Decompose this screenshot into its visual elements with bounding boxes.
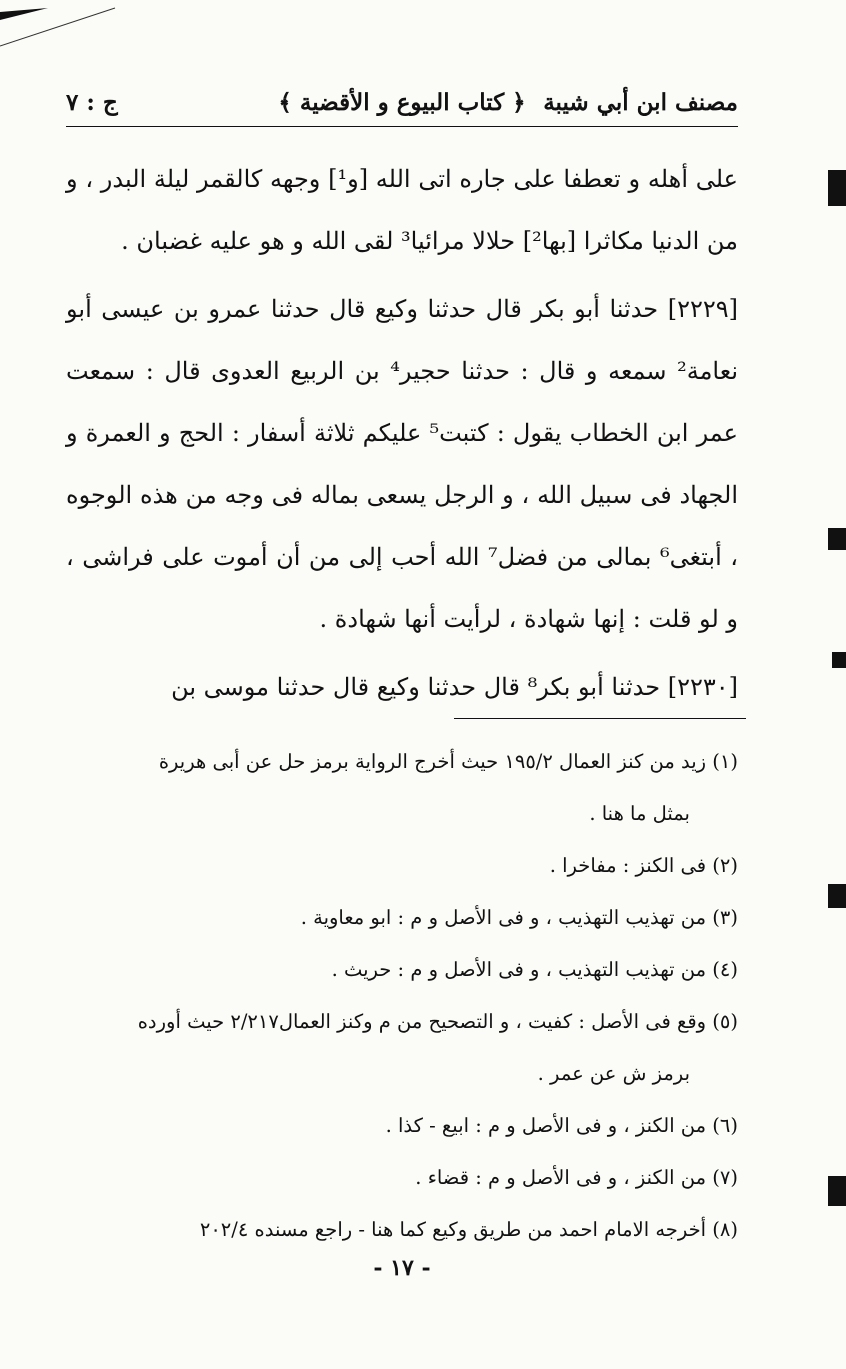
book-title: مصنف ابن أبي شيبة — [543, 88, 738, 116]
footnote-rule — [454, 718, 746, 719]
document-page — [66, 0, 738, 1369]
footnote-5: (٥) وقع فى الأصل : كفيت ، و التصحيح من م وكنز العمال٢/٢١٧ حيث أورده — [137, 1010, 738, 1033]
footnote-2: (٢) فى الكنز : مفاخرا . — [549, 854, 738, 877]
footnotes — [66, 736, 738, 1256]
footnote-6: (٦) من الكنز ، و فى الأصل و م : ابيع - كذا . — [385, 1114, 738, 1137]
hadith-2229: [٢٢٢٩] حدثنا أبو بكر قال حدثنا وكيع قال حدثنا عمرو بن عيسى أبو نعامة² سمعه و قال : حدثنا حجير⁴ بن الربيع العدوى قال : سمعت عمر ابن الخطاب يقول : كتبت⁵ عليكم ثلاثة أسفار : الحج و العمرة و الجهاد فى سبيل الله ، و الرجل يسعى بماله فى وجه من هذه الوجوه ، أبتغى⁶ بمالى من فضل⁷ الله أحب إلى من أن أموت على فراشى ، و لو قلت : إنها شهادة ، لرأيت أنها شهادة . — [66, 295, 739, 633]
scan-edge-mark — [828, 528, 846, 550]
scan-edge-mark — [828, 1176, 846, 1206]
footnote-1: (١) زيد من كنز العمال ١٩٥/٢ حيث أخرج الرواية برمز حل عن أبى هريرة — [158, 750, 738, 773]
volume-number: ج : ٧ — [66, 88, 118, 116]
footnote-4: (٤) من تهذيب التهذيب ، و فى الأصل و م : حريث . — [331, 958, 738, 981]
header-rule — [66, 126, 738, 127]
footnote-5-continuation: برمز ش عن عمر . — [537, 1062, 690, 1085]
scan-edge-mark — [828, 884, 846, 908]
footnote-7: (٧) من الكنز ، و فى الأصل و م : قضاء . — [415, 1166, 738, 1189]
page-number: - ١٧ - — [373, 1255, 431, 1281]
footnote-3: (٣) من تهذيب التهذيب ، و فى الأصل و م : ابو معاوية . — [300, 906, 738, 929]
paragraph: على أهله و تعطفا على جاره اتى الله [و¹] وجهه كالقمر ليلة البدر ، و من الدنيا مكاثرا [بها²] حلالا مرائيا³ لقى الله و هو عليه غضبان . — [66, 165, 738, 255]
running-header — [66, 82, 738, 122]
scan-edge-mark — [832, 652, 846, 668]
scan-edge-mark — [828, 170, 846, 206]
hadith-2230: [٢٢٣٠] حدثنا أبو بكر⁸ قال حدثنا وكيع قال حدثنا موسى بن — [171, 673, 738, 701]
main-text — [66, 148, 738, 718]
footnote-8: (٨) أخرجه الامام احمد من طريق وكيع كما هنا - راجع مسنده ٢٠٢/٤ — [199, 1218, 738, 1241]
chapter-title: ﴿ كتاب البيوع و الأقضية ﴾ — [278, 88, 526, 116]
footnote-1-continuation: بمثل ما هنا . — [589, 802, 690, 825]
